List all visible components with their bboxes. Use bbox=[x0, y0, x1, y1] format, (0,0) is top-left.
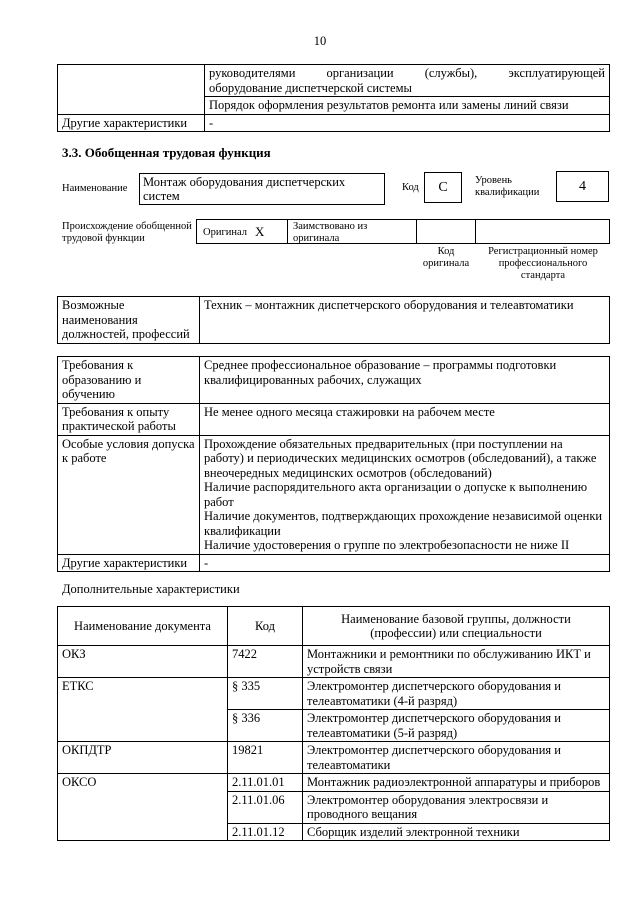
positions-value: Техник – монтажник диспетчерского оборудования и телеавтоматики bbox=[200, 297, 610, 344]
row-code: 2.11.01.01 bbox=[228, 774, 303, 792]
row-name: Электромонтер диспетчерского оборудования и телеавтоматики (4-й разряд) bbox=[303, 678, 610, 710]
reg-number-box bbox=[475, 219, 610, 244]
table-row bbox=[58, 114, 610, 132]
origin-label: Происхождение обобщенной трудовой функции bbox=[62, 221, 192, 244]
row-doc: ОКПДТР bbox=[58, 742, 228, 774]
row-name: Сборщик изделий электронной техники bbox=[303, 823, 610, 841]
row-name: Электромонтер диспетчерского оборудования и телеавтоматики bbox=[303, 742, 610, 774]
row-name: Электромонтер диспетчерского оборудования и телеавтоматики (5-й разряд) bbox=[303, 710, 610, 742]
header-code: Код bbox=[228, 607, 303, 646]
name-label: Наименование bbox=[62, 183, 128, 194]
table-row bbox=[58, 297, 610, 344]
row-code: 19821 bbox=[228, 742, 303, 774]
row-doc: ЕТКС bbox=[58, 678, 228, 742]
code-original-caption: Код оригинала bbox=[422, 246, 470, 269]
table-row bbox=[58, 774, 610, 792]
req-special-line: Наличие распорядительного акта организации о допуске к выполнению работ bbox=[204, 480, 588, 509]
code-original-box bbox=[416, 219, 476, 244]
req-edu-value: Среднее профессиональное образование – программы подготовки квалифицированных рабочих, служащих bbox=[200, 357, 610, 404]
page-number: 10 bbox=[313, 34, 327, 48]
code-box bbox=[424, 172, 462, 203]
header-doc: Наименование документа bbox=[58, 607, 228, 646]
row-doc: ОКЗ bbox=[58, 646, 228, 678]
code-value: C bbox=[438, 180, 448, 195]
req-edu-label: Требования к образованию и обучению bbox=[58, 357, 200, 404]
table-row bbox=[58, 742, 610, 774]
additional-table bbox=[57, 606, 610, 841]
original-label: Оригинал bbox=[203, 227, 247, 238]
level-label: Уровень квалификации bbox=[475, 175, 540, 198]
table-row bbox=[58, 646, 610, 678]
row-name: Монтажник радиоэлектронной аппаратуры и приборов bbox=[303, 774, 610, 792]
table-row bbox=[58, 403, 610, 435]
level-box bbox=[556, 171, 609, 202]
row-code: 2.11.01.06 bbox=[228, 791, 303, 823]
section-title: 3.3. Обобщенная трудовая функция bbox=[62, 145, 271, 160]
code-label: Код bbox=[402, 182, 419, 193]
borrowed-label: Заимствовано из оригинала bbox=[293, 221, 368, 244]
top-table bbox=[57, 64, 610, 132]
table-header-row bbox=[58, 607, 610, 646]
positions-table bbox=[57, 296, 610, 344]
reg-number-caption: Регистрационный номер профессионального стандарта bbox=[488, 246, 598, 281]
row-code: § 336 bbox=[228, 710, 303, 742]
function-name: Монтаж оборудования диспетчерских систем bbox=[143, 175, 346, 203]
top-row1-line2: оборудование диспетчерской системы bbox=[209, 80, 412, 95]
req-exp-value: Не менее одного месяца стажировки на рабочем месте bbox=[200, 403, 610, 435]
top-row1-line1: руководителями организации (службы), эксплуатирующей bbox=[209, 66, 605, 80]
req-other-label: Другие характеристики bbox=[58, 554, 200, 572]
positions-label: Возможные наименования должностей, профессий bbox=[58, 297, 200, 344]
row-name: Монтажники и ремонтники по обслуживанию ИКТ и устройств связи bbox=[303, 646, 610, 678]
req-special-line: Наличие документов, подтверждающих прохождение независимой оценки квалификации bbox=[204, 509, 603, 538]
requirements-table bbox=[57, 356, 610, 572]
req-special-label: Особые условия допуска к работе bbox=[58, 435, 200, 554]
req-special-line: Прохождение обязательных предварительных (при поступлении на работу) и периодических медицинских осмотров (обследований), а также внеочередных медицинских осмотров (обследований) bbox=[204, 436, 597, 480]
row-code: 7422 bbox=[228, 646, 303, 678]
header-name: Наименование базовой группы, должности (профессии) или специальности bbox=[303, 607, 610, 646]
level-value: 4 bbox=[579, 179, 586, 194]
borrowed-box bbox=[287, 219, 417, 244]
top-row3-label: Другие характеристики bbox=[58, 114, 205, 132]
function-name-box bbox=[139, 173, 385, 205]
table-row bbox=[58, 357, 610, 404]
top-row2-text: Порядок оформления результатов ремонта или замены линий связи bbox=[205, 97, 610, 115]
req-other-value: - bbox=[200, 554, 610, 572]
row-doc: ОКСО bbox=[58, 774, 228, 841]
row-code: § 335 bbox=[228, 678, 303, 710]
req-special-line: Наличие удостоверения о группе по электробезопасности не ниже II bbox=[204, 538, 570, 552]
table-row bbox=[58, 678, 610, 710]
row-name: Электромонтер оборудования электросвязи и проводного вещания bbox=[303, 791, 610, 823]
additional-title: Дополнительные характеристики bbox=[62, 582, 240, 596]
original-box bbox=[196, 219, 288, 244]
table-row bbox=[58, 435, 610, 554]
top-row3-value: - bbox=[205, 114, 610, 132]
row-code: 2.11.01.12 bbox=[228, 823, 303, 841]
req-exp-label: Требования к опыту практической работы bbox=[58, 403, 200, 435]
original-mark: X bbox=[255, 224, 265, 239]
table-row bbox=[58, 65, 610, 97]
table-row bbox=[58, 554, 610, 572]
